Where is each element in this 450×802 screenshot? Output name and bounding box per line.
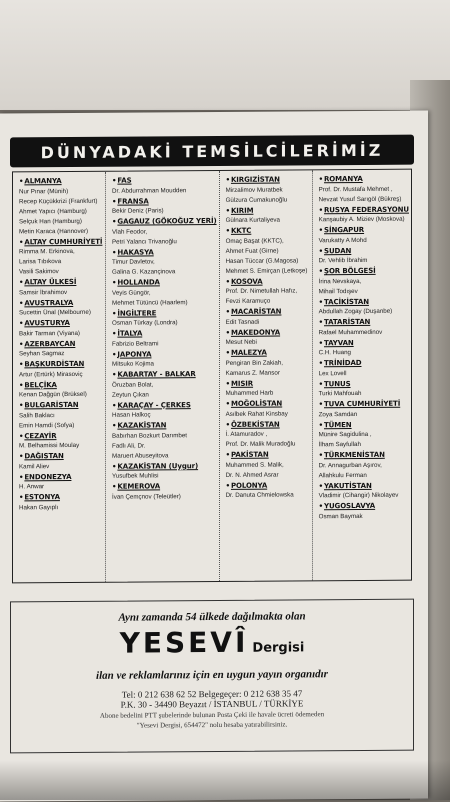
country-name: ŞOR BÖLGESİ bbox=[324, 266, 376, 276]
bullet-icon: • bbox=[112, 350, 117, 359]
country-heading bbox=[319, 399, 409, 410]
bullet-icon: • bbox=[112, 176, 117, 185]
representative-name: Sucettin Ünal (Melbourne) bbox=[19, 308, 91, 317]
representative-name: Prof. Dr. Mustafa Mehmet , bbox=[318, 185, 393, 193]
country-heading bbox=[112, 328, 217, 339]
bullet-icon: • bbox=[318, 502, 323, 511]
bullet-icon: • bbox=[112, 278, 117, 287]
country-name: SİNGAPUR bbox=[324, 225, 365, 235]
representative-name: Rafael Muhammedinov bbox=[318, 328, 383, 336]
country-name: KKTC bbox=[230, 226, 252, 235]
representative-name: Fabrizio Beltrami bbox=[112, 339, 159, 348]
country-heading bbox=[319, 480, 409, 491]
bullet-icon: • bbox=[112, 482, 117, 491]
header-banner bbox=[10, 135, 414, 168]
representative-name: Hakan Gayıplı bbox=[19, 503, 59, 511]
bullet-icon: • bbox=[112, 217, 117, 226]
country-name: KOSOVA bbox=[230, 277, 263, 286]
country-name: BAŞKURDİSTAN bbox=[24, 359, 85, 369]
bullet-icon: • bbox=[225, 328, 230, 337]
representative-name: Mehmet Tütüncü (Haarlem) bbox=[112, 298, 188, 307]
representative-name: Dr. Danuta Chmielowska bbox=[225, 491, 294, 499]
representative-name: Timur Davletov, bbox=[112, 258, 155, 266]
country-name: BELÇİKA bbox=[24, 380, 57, 389]
bullet-icon: • bbox=[318, 481, 323, 490]
bullet-icon: • bbox=[318, 205, 323, 214]
bullet-icon: • bbox=[112, 329, 117, 338]
country-name: ESTONYA bbox=[24, 493, 60, 502]
bullet-icon: • bbox=[19, 472, 24, 481]
representative-name: Kamil Aliev bbox=[19, 462, 50, 470]
representative-name: Dr. Annagurban Aşırov, bbox=[318, 461, 382, 469]
column-1 bbox=[13, 172, 105, 583]
representative-name: İ. Atamuradov , bbox=[225, 430, 268, 438]
country-name: AVUSTURYA bbox=[24, 319, 70, 328]
bullet-icon: • bbox=[318, 379, 323, 388]
country-name: ALMANYA bbox=[24, 177, 62, 186]
representative-name: Ahmet Fuat (Girne) bbox=[225, 247, 279, 255]
country-heading bbox=[112, 175, 217, 186]
representative-name: C.H. Huang bbox=[318, 349, 351, 357]
bullet-icon: • bbox=[225, 420, 230, 429]
representative-name: Osman Baymak bbox=[318, 512, 363, 520]
representative-name: Dr. N. Ahmed Asrar bbox=[225, 471, 279, 479]
country-name: POLONYA bbox=[230, 481, 268, 490]
country-name: TAYVAN bbox=[324, 338, 354, 347]
country-heading bbox=[19, 236, 103, 247]
representative-name: Salih Baklacı bbox=[19, 411, 55, 419]
country-heading bbox=[319, 378, 409, 389]
country-heading bbox=[319, 358, 409, 369]
country-heading bbox=[226, 419, 310, 430]
representative-name: Vasili Sakimov bbox=[19, 268, 59, 276]
country-name: KEMEROVA bbox=[117, 482, 161, 491]
bullet-icon: • bbox=[225, 206, 230, 215]
representative-name: Prof. Dr. Malik Muradoğlu bbox=[225, 440, 296, 448]
country-name: ALTAY CUMHURİYETİ bbox=[24, 237, 103, 246]
country-name: HAKASYA bbox=[117, 247, 154, 257]
representative-name: Emin Hamdi (Sofya) bbox=[19, 421, 75, 429]
country-name: RUSYA FEDERASYONU bbox=[324, 205, 409, 214]
promo-footnote-2: "Yesevi Dergisi, 654472" nolu hesaba yatırabilirsiniz. bbox=[136, 720, 288, 730]
representative-name: Mirzalimov Muratbek bbox=[225, 186, 283, 194]
brand-subtitle: Dergisi bbox=[252, 640, 305, 656]
representative-name: H. Anwar bbox=[19, 483, 45, 491]
country-name: TATARİSTAN bbox=[324, 317, 371, 327]
representative-name: Rimma M. Erkinova, bbox=[19, 247, 75, 256]
country-heading bbox=[226, 205, 310, 216]
representative-name: Allahkulu Ferman bbox=[318, 471, 367, 479]
country-name: SUDAN bbox=[324, 246, 352, 255]
bullet-icon: • bbox=[225, 399, 230, 408]
bullet-icon: • bbox=[112, 309, 117, 318]
country-name: ROMANYA bbox=[324, 174, 363, 184]
bullet-icon: • bbox=[19, 278, 24, 287]
country-heading bbox=[226, 276, 310, 287]
representative-name: Recep Küçükkrizi (Frankfurt) bbox=[19, 197, 98, 205]
country-name: GAGAUZ (GÖKOĞUZ YERİ) bbox=[117, 216, 217, 226]
bullet-icon: • bbox=[318, 318, 323, 327]
representative-name: Gülzura Cumakunoğlu bbox=[225, 195, 288, 204]
bullet-icon: • bbox=[318, 420, 323, 429]
country-heading bbox=[226, 378, 310, 389]
promo-description: ilan ve reklamlarınız için en uygun yayın organıdır bbox=[96, 668, 328, 682]
country-name: HOLLANDA bbox=[117, 278, 160, 287]
bullet-icon: • bbox=[225, 348, 230, 357]
country-heading bbox=[226, 398, 310, 409]
country-heading bbox=[112, 216, 217, 227]
country-name: MISIR bbox=[230, 379, 254, 388]
representative-name: Osman Türkay (Londra) bbox=[112, 319, 178, 327]
representative-name: Zeytun Çıkan bbox=[112, 390, 149, 399]
country-name: TACİKİSTAN bbox=[324, 297, 369, 306]
country-heading bbox=[19, 318, 103, 329]
country-name: PAKİSTAN bbox=[230, 450, 269, 459]
representative-name: Gülnara Kurtaliyeva bbox=[225, 216, 280, 224]
representative-name: Vladimir (Cihangir) Nikolayev bbox=[318, 491, 399, 500]
country-name: TÜMEN bbox=[324, 420, 352, 429]
representative-name: Omaç Başat (KKTC), bbox=[225, 237, 284, 245]
country-heading bbox=[319, 337, 409, 348]
country-name: MOĞOLİSTAN bbox=[230, 399, 283, 408]
country-name: FRANSA bbox=[117, 196, 149, 206]
representative-name: Varukatty A Mohd bbox=[318, 236, 367, 244]
representative-name: Nevzat Yusuf Sarıgöl (Bükreş) bbox=[318, 195, 402, 203]
column-4 bbox=[312, 170, 411, 581]
representative-name: Artur (Ertürk) Mirasoviç bbox=[19, 370, 83, 378]
representative-name: Babırhan Bozkurt Darımbet bbox=[112, 431, 188, 440]
country-heading bbox=[19, 400, 103, 411]
bullet-icon: • bbox=[19, 380, 24, 389]
bullet-icon: • bbox=[19, 339, 24, 348]
country-name: JAPONYA bbox=[117, 349, 152, 359]
bullet-icon: • bbox=[19, 177, 24, 186]
promo-brand bbox=[11, 625, 413, 665]
promo-tagline: Aynı zamanda 54 ülkede dağılmakta olan bbox=[118, 610, 306, 624]
bullet-icon: • bbox=[19, 360, 24, 369]
country-heading bbox=[19, 359, 103, 370]
representative-name: Münire Sagidulina , bbox=[318, 430, 372, 439]
representative-name: Asılbek Rahat Kinsbay bbox=[225, 409, 288, 418]
magazine-page bbox=[0, 111, 428, 802]
country-heading bbox=[112, 348, 217, 359]
representative-name: Ahmet Yapıcı (Hamburg) bbox=[19, 207, 87, 215]
representative-name: Zoya Samdan bbox=[318, 410, 358, 418]
representative-name: Prof. Dr. Nimetullah Hafız, bbox=[225, 287, 298, 295]
yesevi-advertisement bbox=[10, 599, 414, 754]
bullet-icon: • bbox=[225, 307, 230, 316]
country-heading bbox=[112, 399, 217, 410]
country-name: YAKUTİSTAN bbox=[324, 481, 372, 490]
page-title: DÜNYADAKİ TEMSİLCİLERİMİZ bbox=[40, 140, 384, 162]
bullet-icon: • bbox=[19, 319, 24, 328]
representative-name: Mitsuko Kojima bbox=[112, 360, 154, 368]
country-name: BULGARİSTAN bbox=[24, 400, 79, 410]
representative-name: Selçuk Han (Hamburg) bbox=[19, 217, 82, 225]
country-heading bbox=[319, 317, 409, 328]
representative-name: Hasan Halkoç bbox=[112, 411, 151, 419]
country-heading bbox=[319, 296, 409, 307]
representative-name: Dr. Abdurrahman Moudden bbox=[112, 186, 187, 195]
representative-name: İvan Çemçnov (Teleütler) bbox=[112, 492, 181, 501]
country-name: ÖZBEKİSTAN bbox=[230, 420, 280, 429]
representatives-grid bbox=[12, 169, 412, 584]
bullet-icon: • bbox=[225, 277, 230, 286]
country-heading bbox=[112, 307, 217, 318]
representative-name: Nur Pınar (Münih) bbox=[19, 187, 69, 195]
representative-name: Maruert Abuseyitova bbox=[112, 451, 169, 460]
bullet-icon: • bbox=[19, 298, 24, 307]
bullet-icon: • bbox=[318, 297, 323, 306]
country-heading bbox=[319, 501, 409, 512]
country-heading bbox=[319, 174, 409, 185]
representative-name: M. Belhamissi Moulay bbox=[19, 441, 80, 450]
bullet-icon: • bbox=[19, 401, 24, 410]
country-heading bbox=[19, 338, 103, 349]
bullet-icon: • bbox=[19, 452, 24, 461]
representative-name: Mehmet S. Emirçan (Letkoşe) bbox=[225, 266, 308, 275]
representative-name: İrina Nevskaya, bbox=[318, 277, 362, 285]
representative-name: Kamarus Z. Mansor bbox=[225, 369, 280, 377]
representative-name: Larisa Tıbıkova bbox=[19, 258, 62, 266]
representative-name: Petri Yalancı Trivanoğlu bbox=[112, 237, 177, 246]
bullet-icon: • bbox=[112, 462, 117, 471]
country-name: MAKEDONYA bbox=[230, 328, 281, 337]
bullet-icon: • bbox=[112, 401, 117, 410]
country-name: ENDONEZYA bbox=[24, 472, 72, 481]
country-name: TRİNİDAD bbox=[324, 358, 362, 368]
country-name: YUGOSLAVYA bbox=[324, 501, 376, 511]
representative-name: Bekir Deniz (Paris) bbox=[112, 207, 164, 215]
country-heading bbox=[226, 174, 310, 185]
country-heading bbox=[19, 430, 103, 441]
country-name: TÜRKMENİSTAN bbox=[324, 450, 385, 460]
bullet-icon: • bbox=[112, 197, 117, 206]
column-2 bbox=[105, 171, 219, 582]
representative-name: Seyhan Sagmaz bbox=[19, 350, 65, 358]
country-heading bbox=[19, 451, 103, 462]
country-heading bbox=[19, 176, 103, 187]
country-name: İNGİLTERE bbox=[117, 308, 157, 318]
country-name: KABARTAY - BALKAR bbox=[117, 370, 196, 379]
representative-name: Muhammed S. Malik, bbox=[225, 461, 284, 469]
country-name: KAZAKİSTAN (Uygur) bbox=[117, 461, 199, 471]
country-heading bbox=[226, 347, 310, 358]
country-name: TUVA CUMHURİYETİ bbox=[324, 399, 401, 409]
country-heading bbox=[226, 306, 310, 317]
country-heading bbox=[112, 277, 217, 288]
bullet-icon: • bbox=[19, 431, 24, 440]
bullet-icon: • bbox=[318, 246, 323, 255]
representative-name: Yusufbek Muhlisi bbox=[112, 472, 159, 480]
bullet-icon: • bbox=[318, 175, 323, 184]
country-heading bbox=[19, 297, 103, 308]
bullet-icon: • bbox=[112, 421, 117, 430]
representative-name: Kanşaubiy A. Miziev (Moskova) bbox=[318, 215, 405, 224]
background-top bbox=[0, 0, 450, 110]
bullet-icon: • bbox=[225, 226, 230, 235]
representative-name: Dr. Vehlib İbrahim bbox=[318, 256, 368, 265]
bullet-icon: • bbox=[318, 338, 323, 347]
country-heading bbox=[319, 450, 409, 461]
bullet-icon: • bbox=[318, 226, 323, 235]
promo-contact: Tel: 0 212 638 62 52 Belgegeçer: 0 212 638 35 47 bbox=[121, 688, 303, 700]
representative-name: Bakir Tarman (Viyana) bbox=[19, 329, 80, 337]
representative-name: Turki Mahfouah bbox=[318, 389, 362, 398]
country-heading bbox=[226, 480, 310, 491]
country-heading bbox=[319, 266, 409, 277]
representative-name: Fadlı Ali, Dr. bbox=[112, 441, 146, 450]
representative-name: Mihail Todışev bbox=[318, 287, 358, 295]
country-heading bbox=[319, 245, 409, 256]
country-name: ALTAY ÜLKESİ bbox=[24, 277, 77, 287]
country-name: AVUSTRALYA bbox=[24, 298, 74, 307]
bullet-icon: • bbox=[318, 451, 323, 460]
representative-name: Galina G. Kazançinova bbox=[112, 268, 176, 276]
country-heading bbox=[112, 420, 217, 431]
bullet-icon: • bbox=[318, 400, 323, 409]
representative-name: İlham Sayfullah bbox=[318, 440, 361, 449]
country-name: TUNUS bbox=[324, 379, 351, 388]
country-heading bbox=[112, 460, 217, 471]
country-heading bbox=[226, 449, 310, 460]
representative-name: Edit Tasnadi bbox=[225, 318, 260, 326]
country-heading bbox=[319, 419, 409, 430]
representative-name: Lex Lovell bbox=[318, 369, 347, 377]
representative-name: Mesut Nebi bbox=[225, 338, 257, 346]
bullet-icon: • bbox=[318, 267, 323, 276]
column-3 bbox=[219, 170, 312, 581]
bottom-shadow bbox=[0, 760, 450, 800]
country-name: DAĞISTAN bbox=[24, 452, 64, 461]
country-name: KAZAKİSTAN bbox=[117, 421, 167, 430]
country-heading bbox=[226, 225, 310, 236]
representative-name: Vlah Feodor, bbox=[112, 227, 148, 236]
country-heading bbox=[19, 277, 103, 288]
country-name: FAS bbox=[117, 176, 132, 185]
country-name: MACARİSTAN bbox=[230, 307, 282, 316]
representative-name: Kenan Dağgün (Brüksel) bbox=[19, 390, 87, 399]
representative-name: Veyis Güngör, bbox=[112, 288, 151, 297]
bullet-icon: • bbox=[318, 359, 323, 368]
country-heading bbox=[112, 369, 217, 380]
bullet-icon: • bbox=[225, 175, 230, 184]
representative-name: Fevzi Karamuço bbox=[225, 297, 271, 305]
country-heading bbox=[319, 225, 409, 236]
brand-name: YESEVÎ bbox=[119, 625, 249, 660]
representative-name: Samsir İbrahimov bbox=[19, 288, 68, 296]
country-heading bbox=[319, 204, 409, 215]
country-name: CEZAYİR bbox=[24, 431, 57, 440]
representative-name: Metin Karaca (Hannover) bbox=[19, 227, 89, 235]
representative-name: Hasan Tüccar (G.Magosa) bbox=[225, 256, 299, 265]
bullet-icon: • bbox=[225, 450, 230, 459]
country-name: KARAÇAY - ÇERKES bbox=[117, 400, 191, 410]
country-name: KIRIM bbox=[230, 206, 254, 215]
bullet-icon: • bbox=[225, 481, 230, 490]
country-heading bbox=[112, 195, 217, 206]
bullet-icon: • bbox=[225, 379, 230, 388]
country-name: MALEZYA bbox=[230, 348, 267, 357]
bullet-icon: • bbox=[112, 248, 117, 257]
representative-name: Pengiran Bin Zakiah, bbox=[225, 359, 284, 367]
representative-name: Abdullah Zogay (Duşanbe) bbox=[318, 307, 393, 316]
country-heading bbox=[19, 471, 103, 482]
representative-name: Öruzban Bolat, bbox=[112, 380, 154, 389]
country-heading bbox=[19, 492, 103, 503]
country-name: KIRGIZİSTAN bbox=[230, 175, 280, 184]
promo-footnote: Abone bedelini PTT şubelerinde bulunan Posta Çeki ile havale ücreti ödemeden bbox=[99, 710, 325, 720]
country-heading bbox=[112, 246, 217, 257]
representative-name: Muhammed Harb bbox=[225, 389, 274, 397]
country-heading bbox=[112, 481, 217, 492]
country-name: AZERBAYCAN bbox=[24, 339, 76, 348]
bullet-icon: • bbox=[19, 493, 24, 502]
country-heading bbox=[19, 379, 103, 390]
bullet-icon: • bbox=[112, 370, 117, 379]
promo-address: P.K. 30 - 34490 Beyazıt / İSTANBUL / TÜRKİYE bbox=[120, 698, 304, 710]
bullet-icon: • bbox=[19, 237, 24, 246]
country-heading bbox=[226, 327, 310, 338]
country-name: İTALYA bbox=[117, 329, 143, 338]
